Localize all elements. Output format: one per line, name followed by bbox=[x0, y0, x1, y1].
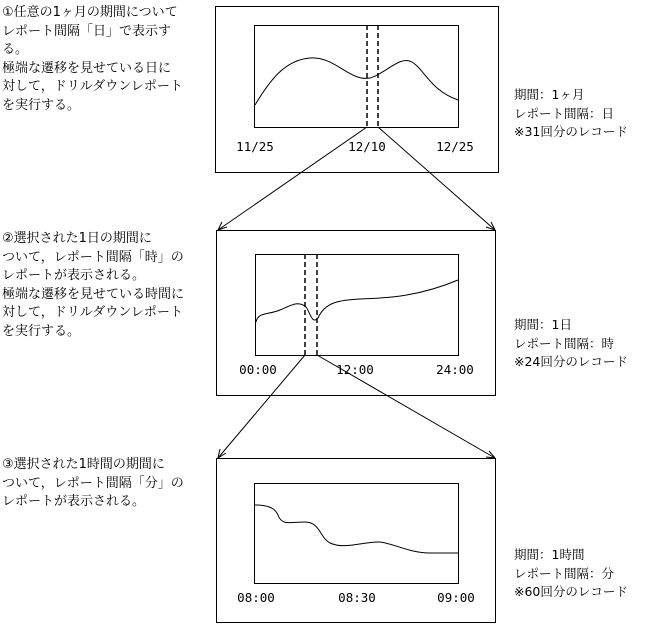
info-interval: レポート間隔：日 bbox=[514, 105, 615, 121]
tick-label: 08:30 bbox=[338, 590, 376, 605]
info-period: 期間：1日 bbox=[514, 317, 572, 332]
panel-1-curve bbox=[255, 58, 458, 105]
panel-2-curve bbox=[256, 280, 458, 322]
tick-label: 00:00 bbox=[239, 362, 277, 377]
desc-line: を実行する。 bbox=[2, 97, 81, 113]
tick-label: 12/10 bbox=[348, 139, 386, 154]
desc-line: る。 bbox=[2, 42, 29, 57]
info-period: 期間：1時間 bbox=[514, 547, 585, 562]
info-interval: レポート間隔：時 bbox=[514, 335, 615, 351]
desc-line: レポートが表示される。 bbox=[2, 494, 146, 509]
desc-line: 対して，ドリルダウンレポート bbox=[2, 305, 183, 320]
step-3-info bbox=[514, 546, 628, 602]
desc-line: 極端な遷移を見せている日に bbox=[2, 60, 172, 76]
panel-3-plot bbox=[255, 484, 459, 584]
info-records: ※31回分のレコード bbox=[514, 124, 628, 139]
tick-label: 08:00 bbox=[237, 590, 275, 605]
tick-label: 12:00 bbox=[336, 362, 374, 377]
desc-line: を実行する。 bbox=[2, 323, 81, 339]
step-2-info bbox=[514, 316, 628, 372]
step-1-info bbox=[514, 86, 628, 142]
step-2-description bbox=[2, 230, 184, 341]
panel-3-curve bbox=[255, 505, 458, 553]
desc-line: ついて，レポート間隔「時」の bbox=[2, 249, 184, 265]
arrowhead-2-right bbox=[486, 451, 495, 458]
desc-line: ②選択された1日の期間に bbox=[2, 231, 152, 246]
info-records: ※60回分のレコード bbox=[514, 584, 628, 599]
desc-line: ①任意の1ヶ月の期間について bbox=[2, 5, 178, 20]
panel-2-plot bbox=[256, 255, 459, 356]
desc-line: レポートが表示される。 bbox=[2, 268, 146, 283]
info-interval: レポート間隔：分 bbox=[514, 565, 615, 581]
tick-label: 09:00 bbox=[437, 590, 475, 605]
desc-line: レポート間隔「日」で表示す bbox=[2, 23, 172, 39]
tick-label: 24:00 bbox=[436, 362, 474, 377]
tick-label: 11/25 bbox=[236, 139, 274, 154]
desc-line: 極端な遷移を見せている時間に bbox=[2, 286, 185, 302]
desc-line: ついて，レポート間隔「分」の bbox=[2, 475, 184, 491]
desc-line: 対して，ドリルダウンレポート bbox=[2, 79, 183, 94]
desc-line: ③選択された1時間の期間に bbox=[2, 457, 165, 472]
info-records: ※24回分のレコード bbox=[514, 354, 628, 369]
info-period: 期間：1ヶ月 bbox=[514, 87, 585, 102]
step-1-description bbox=[2, 4, 183, 115]
tick-label: 12/25 bbox=[436, 139, 474, 154]
step-3-description bbox=[2, 456, 184, 512]
